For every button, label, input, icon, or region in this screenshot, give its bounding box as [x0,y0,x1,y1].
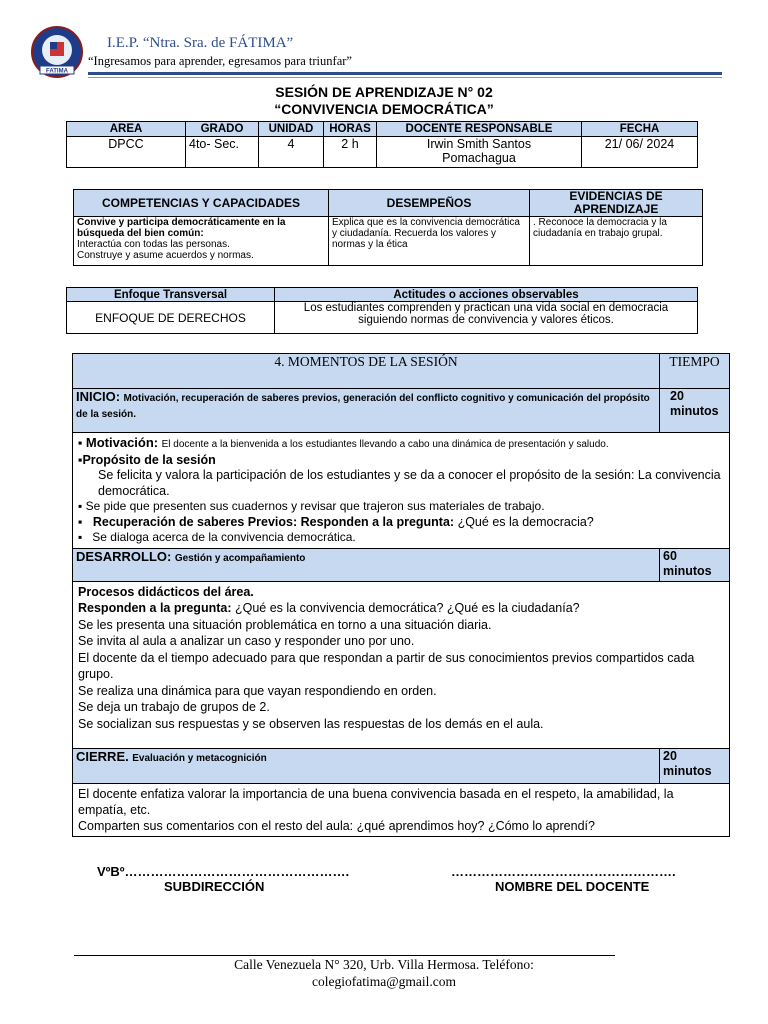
cierre-line-2: Comparten sus comentarios con el resto del aula: ¿qué aprendimos hoy? ¿Cómo lo aprendí? [78,818,595,833]
footer-email: colegiofatima@gmail.com [311,974,456,989]
capacidad-2: Construye y asume acuerdos y normas. [77,250,254,261]
header-grado: GRADO [186,122,259,137]
actitudes-value: Los estudiantes comprenden y practican una vida social en democracia siguiendo normas de convivencia y valores éticos. [275,302,698,334]
cierre-line-1: El docente enfatiza valorar la importancia de una buena convivencia basada en el respeto, la amabilidad, la empatía, etc. [78,786,674,817]
proposito-label: Propósito de la sesión [82,452,216,467]
inicio-content: ▪ Motivación: El docente a la bienvenida a los estudiantes llevando a cabo una dinámica de presentación y saludo. ▪Propósito de la sesión Se felicita y valora la participación de los estudiantes y se da a conocer el propósito de la sesión: La convivencia democrática. ▪ Se pide que presenten sus cuadernos y revisar que trajeron sus materiales de trabajo. ▪ Recuperación de saberes Previos: Responden a la pregunta: ¿Qué es la democracia? ▪ Se dialoga acerca de la convivencia democrática. [73,433,730,549]
cierre-header [73,748,660,783]
vobo-line: VºBº……………………………………………. [97,864,350,879]
motivacion-label: Motivación: [85,435,159,450]
value-docente: Irwin Smith Santos Pomachagua [377,137,582,168]
inicio-description: Motivación, recuperación de saberes previos, generación del conflicto cognitivo y comunicación del propósito de la sesión. [76,393,650,420]
subdireccion-label: SUBDIRECCIÓN [164,879,265,894]
desarrollo-line-6: Se socializan sus respuestas y se observen las respuestas de los demás en el aula. [78,716,544,731]
info-table [66,121,698,168]
header-area: AREA [67,122,186,137]
header-fecha: FECHA [582,122,698,137]
header-docente: DOCENTE RESPONSABLE [377,122,582,137]
header-unidad: UNIDAD [259,122,324,137]
header-rule [88,72,722,75]
value-fecha: 21/ 06/ 2024 [582,137,698,168]
session-subtitle: “CONVIVENCIA DEMOCRÁTICA” [274,101,494,117]
competencia-text: Convive y participa democráticamente en la búsqueda del bien común: [77,217,286,239]
desarrollo-line-2: Se invita al aula a analizar un caso y responder uno por uno. [78,634,415,648]
momentos-table [72,353,730,837]
responden-text: ¿Qué es la convivencia democrática? ¿Qué es la ciudadanía? [234,601,580,615]
docente-signature-line: ……………………………………………. [451,864,676,879]
school-motto: “Ingresamos para aprender, egresamos para triunfar” [88,54,352,68]
cuadernos-text: Se pide que presenten sus cuadernos y revisar que trajeron sus materiales de trabajo. [85,499,545,513]
session-title: SESIÓN DE APRENDIZAJE N° 02 [275,84,493,100]
school-logo [28,26,86,78]
desempeno-text: Explica que es la convivencia democrática y ciudadanía. Recuerda los valores y normas y la ética [329,217,530,266]
value-unidad: 4 [259,137,324,168]
nombre-docente-label: NOMBRE DEL DOCENTE [495,879,650,894]
competencia-cell [74,217,329,266]
desarrollo-line-3: El docente da el tiempo adecuado para que respondan a partir de sus conocimientos previos compartidos cada grupo. [78,650,695,681]
header-horas: HORAS [324,122,377,137]
enfoque-value: ENFOQUE DE DERECHOS [67,302,275,334]
header-enfoque: Enfoque Transversal [67,288,275,302]
desarrollo-content [73,581,730,748]
motivacion-text: El docente a la bienvenida a los estudiantes llevando a cabo una dinámica de presentación y saludo. [161,439,609,450]
desarrollo-header [73,548,660,581]
cierre-description: Evaluación y metacognición [132,752,267,764]
header-desempenos: DESEMPEÑOS [329,190,530,217]
inicio-header [73,389,660,433]
value-horas: 2 h [324,137,377,168]
header-actitudes: Actitudes o acciones observables [275,288,698,302]
inicio-time: 20 minutos [660,389,730,433]
cierre-content [73,783,730,836]
footer-address: Calle Venezuela N° 320, Urb. Villa Hermosa. Teléfono: [234,957,534,972]
desarrollo-time: 60 minutos [660,548,730,581]
desarrollo-label: DESARROLLO: [76,548,172,564]
cierre-label: CIERRE. [76,748,129,764]
dialoga-text: Se dialoga acerca de la convivencia democrática. [92,530,356,544]
inicio-label: INICIO: [76,389,121,404]
value-area: DPCC [67,137,186,168]
procesos-label: Procesos didácticos del área. [78,584,254,599]
evidencia-text: . Reconoce la democracia y la ciudadanía en trabajo grupal. [530,217,703,266]
responden-label: Responden a la pregunta: [78,601,232,615]
competencias-table [73,189,703,266]
header-competencias: COMPETENCIAS Y CAPACIDADES [74,190,329,217]
value-grado: 4to- Sec. [186,137,259,168]
school-name: I.E.P. “Ntra. Sra. de FÁTIMA” [107,35,294,51]
proposito-text: Se felicita y valora la participación de los estudiantes y se da a conocer el propósito de la sesión: La convivencia democrática. [98,468,721,498]
enfoque-table [66,287,698,334]
recuperacion-label: Recuperación de saberes Previos: Responden a la pregunta: [92,514,455,529]
logo-text: FATIMA [46,68,68,75]
desarrollo-description: Gestión y acompañamiento [174,552,306,564]
desarrollo-line-1: Se les presenta una situación problemática en torno a una situación diaria. [78,617,492,632]
tiempo-header: TIEMPO [660,354,730,389]
desarrollo-line-4: Se realiza una dinámica para que vayan respondiendo en orden. [78,683,437,698]
header-evidencias: EVIDENCIAS DE APRENDIZAJE [530,190,703,217]
momentos-title: 4. MOMENTOS DE LA SESIÓN [73,354,660,389]
header-rule-thin [88,77,722,78]
capacidad-1: Interactúa con todas las personas. [77,239,230,250]
footer-rule [74,955,615,956]
cierre-time: 20 minutos [660,748,730,783]
recuperacion-text: ¿Qué es la democracia? [457,514,594,529]
desarrollo-line-5: Se deja un trabajo de grupos de 2. [78,700,270,714]
